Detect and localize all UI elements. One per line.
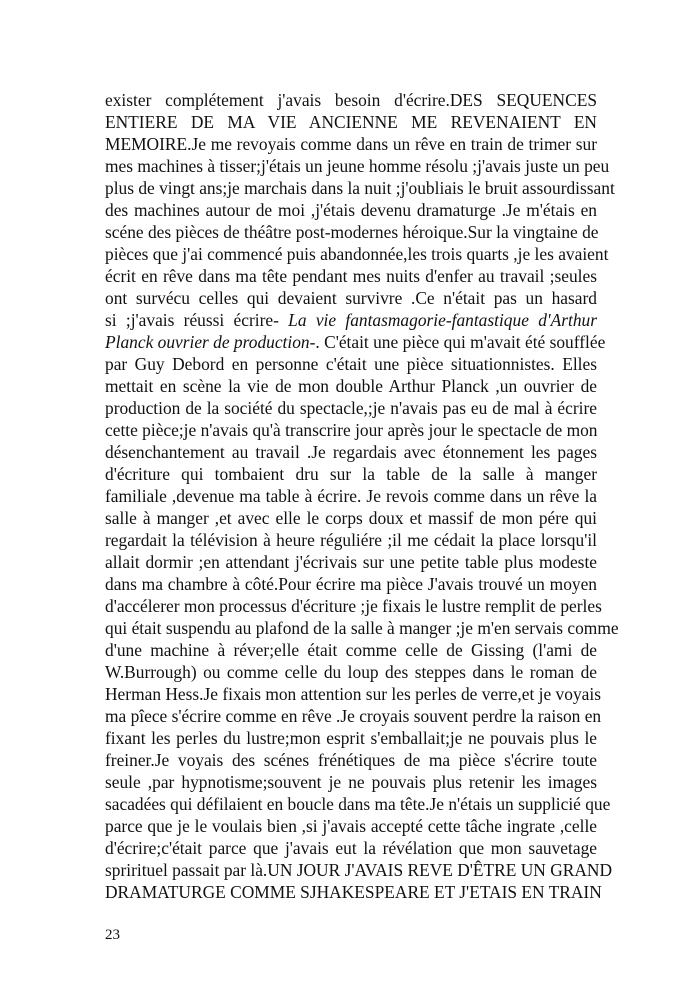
text-segment: mettait en scène la vie de mon double Arthur Planck ,un ouvrier de <box>105 376 597 396</box>
text-segment: qui était suspendu au plafond de la salle à manger ;je m'en servais comme <box>105 618 619 638</box>
text-line <box>105 595 602 617</box>
text-segment: d'écrire;c'était parce que j'avais eut la révélation que mon sauvetage <box>105 838 597 858</box>
text-segment: cette pièce;je n'avais qu'à transcrire jour après jour le spectacle de mon <box>105 420 598 440</box>
text-line <box>105 463 597 485</box>
text-line <box>105 155 610 177</box>
text-segment: ENTIERE DE MA VIE ANCIENNE ME REVENAIENT EN <box>105 112 597 132</box>
text-segment: écrit en rêve dans ma tête pendant mes nuits d'enfer au travail ;seules <box>105 266 597 286</box>
text-line <box>105 441 597 463</box>
text-segment: ont survécu celles qui devaient survivre .Ce n'était pas un hasard <box>105 288 597 308</box>
text-segment: W.Burrough) ou comme celle du loup des steppes dans le roman de <box>105 662 597 682</box>
text-segment: sacadées qui défilaient en boucle dans ma tête.Je n'étais un supplicié que <box>105 794 611 814</box>
text-segment: d'accélerer mon processus d'écriture ;je fixais le lustre remplit de perles <box>105 596 602 616</box>
text-line <box>105 309 597 331</box>
text-segment: mes machines à tisser;j'étais un jeune homme résolu ;j'avais juste un peu <box>105 156 610 176</box>
text-line <box>105 353 597 375</box>
text-segment: DRAMATURGE COMME SJHAKESPEARE ET J'ETAIS EN TRAIN <box>105 882 602 902</box>
text-line <box>105 111 597 133</box>
text-segment: dans ma chambre à côté.Pour écrire ma pièce J'avais trouvé un moyen <box>105 574 597 594</box>
text-line <box>105 639 597 661</box>
text-line <box>105 243 609 265</box>
text-segment: regardait la télévision à heure réguliére ;il me cédait la place lorsqu'il <box>105 530 597 550</box>
text-line <box>105 375 597 397</box>
text-line <box>105 265 597 287</box>
text-line <box>105 661 597 683</box>
text-segment: seule ,par hypnotisme;souvent je ne pouvais plus retenir les images <box>105 772 597 792</box>
text-line <box>105 397 597 419</box>
text-segment: ma pîece s'écrire comme en rêve .Je croyais souvent perdre la raison en <box>105 706 602 726</box>
body-text <box>105 89 619 903</box>
text-line <box>105 221 597 243</box>
text-segment: parce que je le voulais bien ,si j'avais accepté cette tâche ingrate ,celle <box>105 816 597 836</box>
text-line <box>105 727 597 749</box>
text-line <box>105 617 619 639</box>
text-line <box>105 749 597 771</box>
text-segment: allait dormir ;en attendant j'écrivais sur une petite table plus modeste <box>105 552 597 572</box>
text-line <box>105 551 597 573</box>
text-line <box>105 507 597 529</box>
text-line <box>105 177 615 199</box>
text-line <box>105 683 601 705</box>
text-segment: désenchantement au travail .Je regardais avec étonnement les pages <box>105 442 597 462</box>
text-line <box>105 419 597 441</box>
text-line <box>105 485 597 507</box>
text-segment: d'écriture qui tombaient dru sur la table de la salle à manger <box>105 464 597 484</box>
text-segment: salle à manger ,et avec elle le corps doux et massif de mon pére qui <box>105 508 597 528</box>
text-segment: sprirituel passait par là.UN JOUR J'AVAIS REVE D'ÊTRE UN GRAND <box>105 860 613 880</box>
text-line <box>105 89 597 111</box>
text-segment: Herman Hess.Je fixais mon attention sur les perles de verre,et je voyais <box>105 684 601 704</box>
text-segment: familiale ,devenue ma table à écrire. Je revois comme dans un rêve la <box>105 486 597 506</box>
page-number: 23 <box>105 927 120 943</box>
text-line <box>105 815 597 837</box>
text-segment: fixant les perles du lustre;mon esprit s'emballait;je ne pouvais plus le <box>105 728 597 748</box>
text-segment: La vie fantasmagorie-fantastique d'Arthur <box>288 310 597 330</box>
text-line <box>105 859 613 881</box>
text-line <box>105 199 597 221</box>
text-segment: d'une machine à réver;elle était comme celle de Gissing (l'ami de <box>105 640 597 660</box>
text-segment: MEMOIRE.Je me revoyais comme dans un rêve en train de trimer sur <box>105 134 597 154</box>
text-segment: freiner.Je voyais des scénes frénétiques de ma pièce s'écrire toute <box>105 750 597 770</box>
text-segment: . C'était une pièce qui m'avait été soufflée <box>315 332 606 352</box>
text-segment: exister complétement j'avais besoin d'écrire.DES SEQUENCES <box>105 90 597 110</box>
text-line <box>105 529 597 551</box>
text-line <box>105 793 611 815</box>
text-segment: Planck ouvrier de production- <box>105 332 316 352</box>
text-line <box>105 881 602 903</box>
text-segment: par Guy Debord en personne c'était une pièce situationnistes. Elles <box>105 354 597 374</box>
text-segment: production de la société du spectacle,;je n'avais pas eu de mal à écrire <box>105 398 597 418</box>
text-line <box>105 705 602 727</box>
text-line <box>105 287 597 309</box>
text-segment: si ;j'avais réussi écrire- <box>105 310 289 330</box>
text-segment: des machines autour de moi ,j'étais devenu dramaturge .Je m'étais en <box>105 200 597 220</box>
text-line <box>105 573 597 595</box>
text-line <box>105 837 597 859</box>
text-segment: pièces que j'ai commencé puis abandonnée,les trois quarts ,je les avaient <box>105 244 609 264</box>
text-line <box>105 331 606 353</box>
text-line <box>105 133 597 155</box>
text-segment: plus de vingt ans;je marchais dans la nuit ;j'oubliais le bruit assourdissant <box>105 178 615 198</box>
text-segment: scéne des pièces de théâtre post-modernes héroique.Sur la vingtaine de <box>105 222 599 242</box>
text-line <box>105 771 597 793</box>
